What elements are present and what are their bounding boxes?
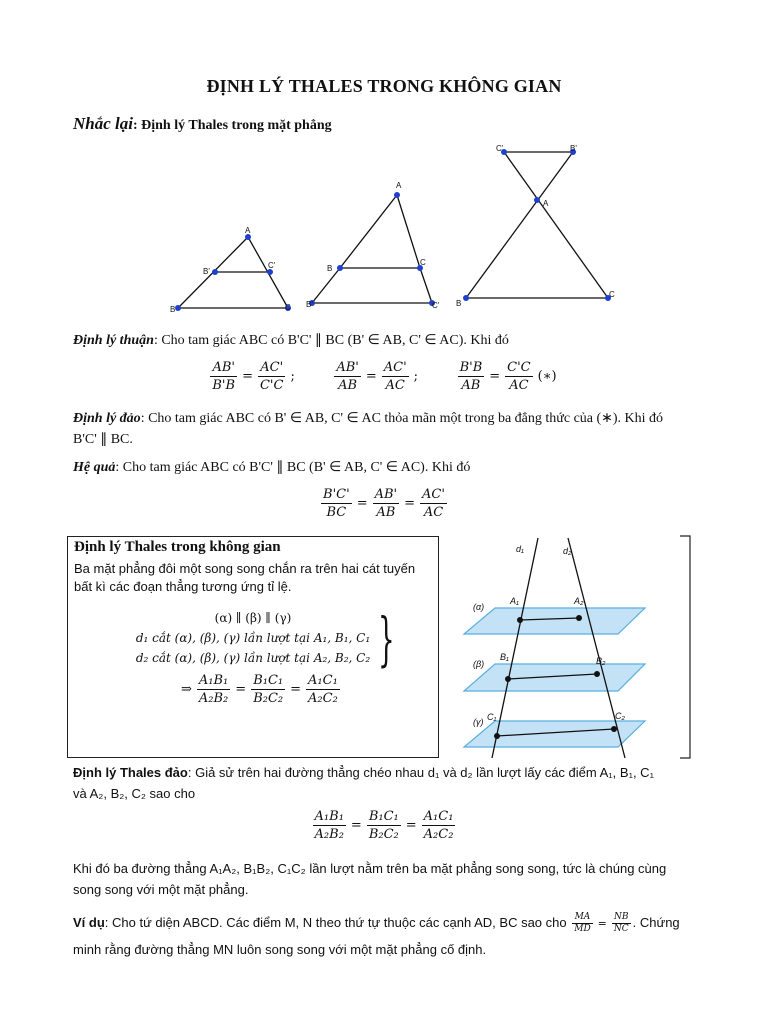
sys-line2: d₁ cắt (α), (β), (γ) lần lượt tại A₁, B₁, C₁ [135, 631, 371, 645]
f2-sep: ; [413, 369, 419, 384]
fig2-label-b1: B' [306, 300, 313, 309]
fig3-label-b1: B' [570, 144, 577, 153]
label-c1: C₁ [487, 712, 497, 722]
direct-formulas: $\frac{AB'}{B'B}$ = $\frac{AC'}{C'C}$ ; $\frac{AB'}{AB}$ = $\frac{AC'}{AC}$ ; $\frac{B'B}{AB}$ = $\frac{C'C}{AC}$ (∗) [212, 360, 557, 393]
cor-b-den: AB [376, 505, 396, 520]
point-c2 [611, 726, 617, 732]
f3-num2: C'C [507, 360, 531, 375]
conclusion-line1: Khi đó ba đường thẳng A₁A₂, B₁B₂, C₁C₂ lần lượt nằm trên ba mặt phẳng song song, tức là chúng cùng [73, 861, 667, 876]
sp-c-num: A₁C₁ [308, 673, 338, 688]
fig1-label-b1: B' [203, 267, 210, 276]
tc-c-den: A₂C₂ [423, 827, 454, 842]
converse-label: Định lý đảo [73, 411, 141, 426]
example: Ví dụ: Cho tứ diện ABCD. Các điểm M, N theo thứ tự thuộc các cạnh AD, BC sao cho $\frac{MA}{MD}$ = $\frac{NB}{NC}$ . Chứng minh rằng đường thẳng MN luôn song song với một mặt phẳng cố định. [73, 912, 680, 957]
label-a2: A₂ [574, 596, 584, 606]
thales-converse-text1: : Giả sử trên hai đường thẳng chéo nhau d₁ và d₂ lần lượt lấy các điểm A₁, B₁, C₁ [187, 765, 654, 780]
plane-gamma [464, 721, 645, 747]
thales-converse-text2: và A₂, B₂, C₂ sao cho [73, 786, 196, 801]
fig2-label-a: A [396, 181, 402, 190]
fig1-point-b1 [212, 269, 218, 275]
ex-b-den: NC [613, 924, 629, 935]
example-text1b: . Chứng [632, 915, 680, 930]
f2-num: AB' [336, 360, 359, 375]
fig3-label-b: B [456, 299, 462, 308]
ex-a-den: MD [574, 924, 591, 935]
thales-converse-formula: $\frac{\text{A₁B₁}}{\text{A₂B₂}}$ = $\frac{\text{B₁C₁}}{\text{B₂C₂}}$ = $\frac{\text{A₁C₁}}{\text{A₂C₂}}$ [314, 809, 454, 842]
corollary [73, 457, 713, 478]
label-beta: (β) [473, 659, 485, 669]
fig1-label-c1: C' [268, 261, 276, 270]
page-title: ĐỊNH LÝ THALES TRONG KHÔNG GIAN [206, 76, 562, 96]
cor-a-num: B'C' [323, 487, 350, 502]
example-text1: : Cho tứ diện ABCD. Các điểm M, N theo thứ tự thuộc các cạnh AD, BC sao cho [104, 915, 567, 930]
plane-figures [160, 140, 630, 315]
point-a2 [576, 615, 582, 621]
label-a1: A₁ [510, 596, 519, 606]
direct-text: : Cho tam giác ABC có B'C' ∥ BC (B' ∈ AB, C' ∈ AC). Khi đó [153, 333, 509, 348]
sp-c-den: A₂C₂ [308, 691, 338, 706]
f3-den2: AC [509, 378, 529, 393]
fig1-label-b: B [170, 305, 176, 314]
converse-theorem [73, 408, 713, 450]
plane-beta [464, 664, 645, 691]
figure-frame-right [680, 536, 690, 758]
fig1-label-a: A [245, 226, 251, 235]
tc-c-num: A₁C₁ [423, 809, 454, 824]
label-alpha: (α) [473, 602, 485, 612]
thales-converse-label: Định lý Thales đảo [73, 765, 188, 780]
system-brace: } [378, 605, 395, 673]
f2-num2: AC' [383, 360, 407, 375]
f2-den: AB [338, 378, 358, 393]
fig3-label-c1: C' [496, 144, 504, 153]
ex-b-num: NB [612, 912, 631, 924]
theorem-system [118, 608, 388, 668]
sp-b-den: B₂C₂ [253, 691, 284, 706]
label-d1: d₁ [516, 544, 524, 554]
f3-tag: (∗) [537, 369, 557, 384]
fig2-triangle [340, 195, 420, 268]
fig2-point-a [394, 192, 400, 198]
ex-a-num: MA [572, 912, 592, 924]
fig2-right-ext [420, 268, 432, 303]
thales-conclusion [73, 858, 713, 900]
fig2-label-c: C [420, 258, 426, 267]
sp-b-num: B₁C₁ [253, 673, 284, 688]
sys-line1: (α) ∥ (β) ∥ (γ) [214, 611, 292, 625]
label-d2: d₂ [563, 546, 572, 556]
direct-theorem [73, 330, 713, 351]
fig3-label-a: A [543, 199, 549, 208]
sp-a-den: A₂B₂ [198, 691, 229, 706]
thales-converse [73, 762, 713, 804]
point-b1 [505, 676, 511, 682]
f3-num: B'B [459, 360, 483, 375]
point-b2 [594, 671, 600, 677]
converse-text2: B'C' ∥ BC. [73, 432, 133, 447]
point-c1 [494, 733, 500, 739]
box-title: Định lý Thales trong không gian [74, 539, 281, 555]
cor-b-num: AB' [374, 487, 398, 502]
theorem-formula: ⇒ $\frac{\text{A₁B₁}}{\text{A₂B₂}}$ = $\frac{\text{B₁C₁}}{\text{B₂C₂}}$ = $\frac{\text{A₁C₁}}{\text{A₂C₂}}$ [181, 673, 338, 706]
space-figure [440, 534, 700, 762]
sp-a-num: A₁B₁ [198, 673, 229, 688]
fig1-label-c: C [285, 303, 291, 312]
implies-sign: ⇒ [181, 682, 192, 697]
corollary-label: Hệ quả [73, 460, 116, 475]
recall-label: Nhắc lại [73, 114, 133, 133]
tc-b-den: B₂C₂ [368, 827, 399, 842]
cor-c-num: AC' [422, 487, 445, 502]
fig2-label-c1: C' [432, 301, 440, 310]
corollary-formula: $\frac{B'C'}{BC}$ = $\frac{AB'}{AB}$ = $\frac{AC'}{AC}$ [323, 487, 445, 520]
f3-den: AB [461, 378, 481, 393]
converse-text1: : Cho tam giác ABC có B' ∈ AB, C' ∈ AC thỏa mãn một trong ba đẳng thức của (∗). Khi đó [140, 411, 664, 426]
fig3-point-b [463, 295, 469, 301]
conclusion-line2: song song với một mặt phẳng. [73, 882, 249, 897]
plane-alpha [464, 608, 645, 634]
fig1-point-b [175, 305, 181, 311]
example-label: Ví dụ [73, 915, 105, 930]
recall-heading [73, 114, 332, 134]
example-text2: minh rằng đường thẳng MN luôn song song với một mặt phẳng cố định. [73, 941, 487, 957]
label-c2: C₂ [615, 711, 625, 721]
fig2-left-ext [312, 268, 340, 303]
fig2-point-b [337, 265, 343, 271]
fig3-label-c: C [609, 290, 615, 299]
f1-den: B'B [212, 378, 236, 393]
label-gamma: (γ) [473, 717, 484, 727]
tc-b-num: B₁C₁ [368, 809, 399, 824]
direct-label: Định lý thuận [73, 333, 154, 348]
label-b2: B₂ [596, 656, 606, 666]
f1-sep: ; [290, 369, 295, 384]
f2-den2: AC [385, 378, 405, 393]
cor-a-den: BC [326, 505, 347, 520]
f1-num: AB' [210, 359, 237, 377]
corollary-text: : Cho tam giác ABC có B'C' ∥ BC (B' ∈ AB, C' ∈ AC). Khi đó [115, 460, 471, 475]
f1-num2: AC' [258, 359, 285, 377]
point-a1 [517, 617, 523, 623]
tc-a-num: A₁B₁ [314, 809, 344, 824]
sys-line3: d₂ cắt (α), (β), (γ) lần lượt tại A₂, B₂, C₂ [135, 651, 371, 665]
recall-text: : Định lý Thales trong mặt phẳng [132, 118, 332, 133]
fig3-point-a [534, 197, 540, 203]
tc-a-den: A₂B₂ [314, 827, 344, 842]
box-text: Ba mặt phẳng đôi một song song chắn ra trên hai cát tuyến bất kì các đoạn thẳng tương ứng tỉ lệ. [74, 561, 416, 594]
fig2-label-b: B [327, 264, 333, 273]
label-b1: B₁ [500, 652, 509, 662]
f1-den2: C'C [259, 378, 284, 393]
cor-c-den: AC [423, 505, 444, 520]
